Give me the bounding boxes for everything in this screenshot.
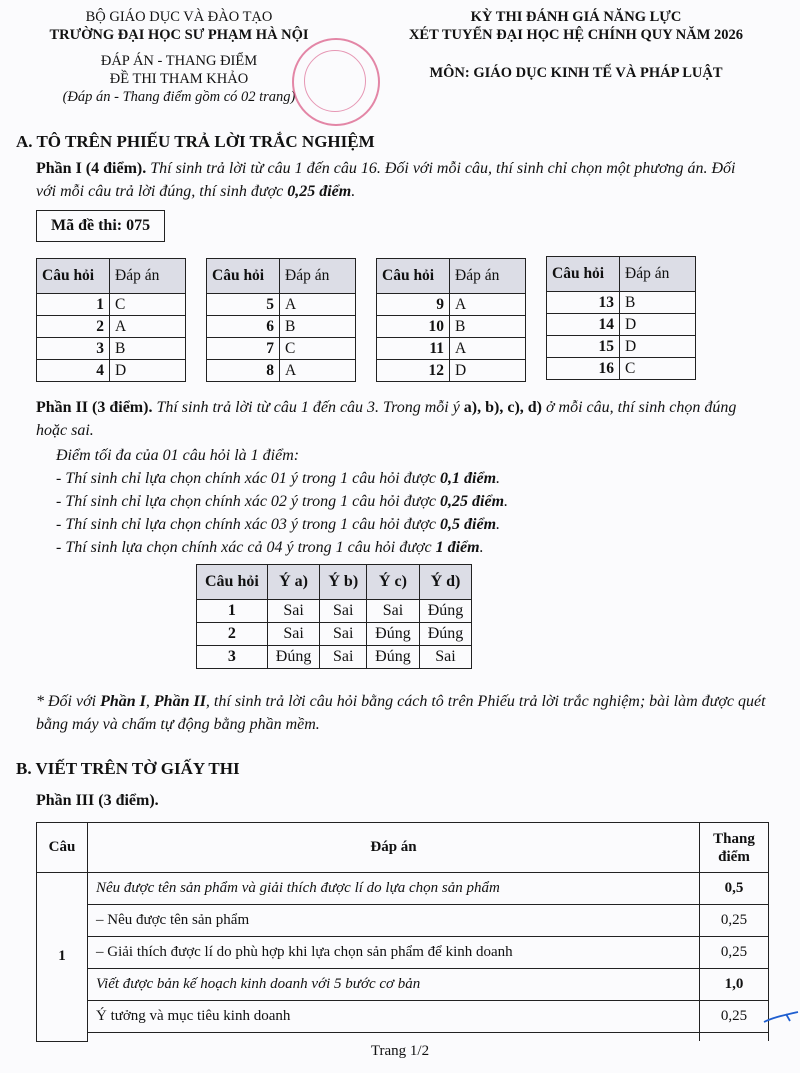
tf-header: Ý d) <box>419 565 472 600</box>
page-number: Trang 1/2 <box>370 1043 430 1059</box>
question-number: 4 <box>37 360 110 382</box>
part1-title: Phần I (4 điểm). <box>36 160 147 177</box>
answer-letter: A <box>450 294 526 316</box>
question-number: 14 <box>547 314 620 336</box>
rule-text: - Thí sinh chỉ lựa chọn chính xác 02 ý trong 1 câu hỏi được <box>56 493 441 510</box>
answer-letter: D <box>450 360 526 382</box>
answer-letter: B <box>280 316 356 338</box>
answer-letter: C <box>620 358 696 380</box>
mc-answer-table <box>206 258 356 382</box>
table-row <box>37 969 769 1001</box>
rule-text: - Thí sinh chỉ lựa chọn chính xác 01 ý trong 1 câu hỏi được <box>56 470 441 487</box>
question-number: 13 <box>547 292 620 314</box>
col-answer-header: Đáp án <box>110 259 186 294</box>
scoring-rule <box>56 467 508 490</box>
table-row-continuation <box>37 1033 769 1042</box>
continuation-cell <box>88 1033 700 1042</box>
exam-subtitle: XÉT TUYỂN ĐẠI HỌC HỆ CHÍNH QUY NĂM 2026 <box>408 27 744 43</box>
answer-letter: A <box>280 294 356 316</box>
table-row <box>37 360 186 382</box>
question-number: 3 <box>37 338 110 360</box>
table-row <box>207 294 356 316</box>
tf-answer: Sai <box>267 600 320 623</box>
part1-text: Thí sinh trả lời từ câu 1 đến câu 16. Đối với mỗi câu, thí sinh chỉ chọn một phương án. Đối với mỗi câu trả lời đúng, thí sinh được <box>36 160 736 200</box>
table-row <box>547 292 696 314</box>
answer-letter: D <box>110 360 186 382</box>
rule-score: 0,25 điểm <box>440 493 505 510</box>
part-note <box>36 690 766 736</box>
essay-answer: Nêu được tên sản phẩm và giải thích được lí do lựa chọn sản phẩm <box>88 873 700 905</box>
mc-table-4 <box>546 256 696 380</box>
header-right <box>352 8 800 82</box>
essay-score: 0,25 <box>700 905 769 937</box>
table-row <box>197 646 472 669</box>
question-number: 1 <box>197 600 268 623</box>
essay-answer: Ý tưởng và mục tiêu kinh doanh <box>88 1001 700 1033</box>
max-score-note: Điểm tối đa của 01 câu hỏi là 1 điểm: <box>56 447 300 464</box>
note-text-a: * Đối với <box>36 693 101 710</box>
tf-header: Ý c) <box>367 565 420 600</box>
question-number: 9 <box>377 294 450 316</box>
question-number: 2 <box>197 623 268 646</box>
scoring-rules <box>56 444 508 559</box>
essay-score: 0,25 <box>700 1001 769 1033</box>
rule-end: . <box>479 539 484 556</box>
pages-note: (Đáp án - Thang điểm gồm có 02 trang) <box>62 89 296 105</box>
tf-answer: Sai <box>267 623 320 646</box>
tf-answer: Đúng <box>367 623 420 646</box>
rule-score: 0,5 điểm <box>440 516 497 533</box>
essay-score: 1,0 <box>700 969 769 1001</box>
question-number: 2 <box>37 316 110 338</box>
table-row <box>377 360 526 382</box>
mc-answer-table <box>546 256 696 380</box>
table-row <box>207 316 356 338</box>
col-answer-header: Đáp án <box>280 259 356 294</box>
col-answer-header: Đáp án <box>620 257 696 292</box>
essay-question-number: 1 <box>37 873 88 1042</box>
table-row <box>207 338 356 360</box>
table-row <box>547 336 696 358</box>
table-row <box>37 316 186 338</box>
question-number: 7 <box>207 338 280 360</box>
answer-letter: B <box>620 292 696 314</box>
answer-letter: D <box>620 314 696 336</box>
scoring-rule <box>56 490 508 513</box>
answer-letter: A <box>110 316 186 338</box>
part2-options: a), b), c), d) <box>463 399 543 416</box>
note-text-b: , thí sinh trả lời câu hỏi bằng cách tô trên Phiếu trả lời trắc nghiệm; bài làm được quét bằng máy và chấm tự động bằng phần mềm. <box>36 693 766 733</box>
question-number: 5 <box>207 294 280 316</box>
answer-letter: B <box>110 338 186 360</box>
answer-letter: C <box>110 294 186 316</box>
essay-answer: – Giải thích được lí do phù hợp khi lựa chọn sản phẩm để kinh doanh <box>88 937 700 969</box>
rule-end: . <box>496 470 501 487</box>
question-number: 15 <box>547 336 620 358</box>
table-row <box>547 358 696 380</box>
tf-answer: Sai <box>320 646 367 669</box>
answer-letter: A <box>450 338 526 360</box>
tf-answer: Đúng <box>367 646 420 669</box>
tf-answer: Sai <box>320 600 367 623</box>
tf-answer: Đúng <box>419 623 472 646</box>
col-answer-header: Đáp án <box>450 259 526 294</box>
col-question-header: Câu hỏi <box>547 257 620 292</box>
tf-answer: Đúng <box>267 646 320 669</box>
essay-answer: Viết được bản kế hoạch kinh doanh với 5 bước cơ bản <box>88 969 700 1001</box>
question-number: 16 <box>547 358 620 380</box>
col-score-header: Thang điểm <box>700 823 769 873</box>
exam-title: KỲ THI ĐÁNH GIÁ NĂNG LỰC <box>470 9 682 25</box>
answer-letter: D <box>620 336 696 358</box>
rule-text: - Thí sinh lựa chọn chính xác cả 04 ý trong 1 câu hỏi được <box>56 539 436 556</box>
essay-table <box>36 822 769 1042</box>
part2-text-b: ở mỗi câu, thí sinh chọn đúng hoặc sai. <box>36 399 737 439</box>
essay-score: 0,5 <box>700 873 769 905</box>
table-row <box>547 314 696 336</box>
question-number: 10 <box>377 316 450 338</box>
section-a-title: A. TÔ TRÊN PHIẾU TRẢ LỜI TRẮC NGHIỆM <box>16 132 375 151</box>
question-number: 6 <box>207 316 280 338</box>
col-answer-header: Đáp án <box>88 823 700 873</box>
exam-code-box: Mã đề thi: 075 <box>36 210 165 242</box>
question-number: 3 <box>197 646 268 669</box>
tf-header: Ý a) <box>267 565 320 600</box>
table-row <box>207 360 356 382</box>
table-row <box>377 338 526 360</box>
tf-header: Ý b) <box>320 565 367 600</box>
sample-exam-label: ĐỀ THI THAM KHẢO <box>109 71 249 87</box>
part2-text-a: Thí sinh trả lời từ câu 1 đến câu 3. Trong mỗi ý <box>152 399 464 416</box>
rule-score: 0,1 điểm <box>440 470 497 487</box>
table-row <box>377 316 526 338</box>
part3-title: Phần III (3 điểm). <box>36 792 159 809</box>
question-number: 12 <box>377 360 450 382</box>
mc-answer-table <box>36 258 186 382</box>
essay-answer: – Nêu được tên sản phẩm <box>88 905 700 937</box>
note-part2: Phần II <box>153 693 206 710</box>
question-number: 8 <box>207 360 280 382</box>
part1-description <box>36 157 756 203</box>
section-b-title: B. VIẾT TRÊN TỜ GIẤY THI <box>16 759 240 778</box>
true-false-table <box>196 564 472 669</box>
part1-score: 0,25 điểm <box>287 183 352 200</box>
scoring-rule <box>56 536 508 559</box>
note-separator: , <box>145 693 154 710</box>
question-number: 11 <box>377 338 450 360</box>
col-question-header: Câu hỏi <box>37 259 110 294</box>
part2-title: Phần II (3 điểm). <box>36 399 153 416</box>
answer-letter: B <box>450 316 526 338</box>
table-row <box>37 937 769 969</box>
rule-text: - Thí sinh chỉ lựa chọn chính xác 03 ý trong 1 câu hỏi được <box>56 516 441 533</box>
answer-key-label: ĐÁP ÁN - THANG ĐIỂM <box>100 53 258 69</box>
table-row <box>37 338 186 360</box>
tf-answer: Sai <box>367 600 420 623</box>
mc-table-3 <box>376 258 526 382</box>
note-part1: Phần I <box>100 693 146 710</box>
table-row <box>37 294 186 316</box>
signature-icon <box>762 1010 800 1024</box>
scoring-rule <box>56 513 508 536</box>
col-question-header: Câu hỏi <box>207 259 280 294</box>
tf-answer: Đúng <box>419 600 472 623</box>
tf-table <box>196 564 472 669</box>
tf-answer: Sai <box>320 623 367 646</box>
school-seal-icon <box>292 38 380 126</box>
ministry-name: BỘ GIÁO DỤC VÀ ĐÀO TẠO <box>85 9 273 25</box>
rule-score: 1 điểm <box>435 539 480 556</box>
answer-letter: A <box>280 360 356 382</box>
mc-answer-table <box>376 258 526 382</box>
rule-end: . <box>496 516 501 533</box>
table-row <box>197 623 472 646</box>
mc-table-2 <box>206 258 356 382</box>
subject-title: MÔN: GIÁO DỤC KINH TẾ VÀ PHÁP LUẬT <box>429 65 723 81</box>
table-row <box>37 1001 769 1033</box>
answer-letter: C <box>280 338 356 360</box>
essay-score: 0,25 <box>700 937 769 969</box>
continuation-cell <box>700 1033 769 1042</box>
table-row <box>197 600 472 623</box>
tf-answer: Sai <box>419 646 472 669</box>
rule-end: . <box>504 493 509 510</box>
part1-end: . <box>351 183 356 200</box>
university-name: TRƯỜNG ĐẠI HỌC SƯ PHẠM HÀ NỘI <box>49 27 309 43</box>
table-row <box>37 905 769 937</box>
mc-table-1 <box>36 258 186 382</box>
table-row <box>37 873 769 905</box>
question-number: 1 <box>37 294 110 316</box>
table-row <box>377 294 526 316</box>
col-question-header: Câu hỏi <box>377 259 450 294</box>
part2-description <box>36 396 756 442</box>
col-q-header: Câu <box>37 823 88 873</box>
tf-header: Câu hỏi <box>197 565 268 600</box>
